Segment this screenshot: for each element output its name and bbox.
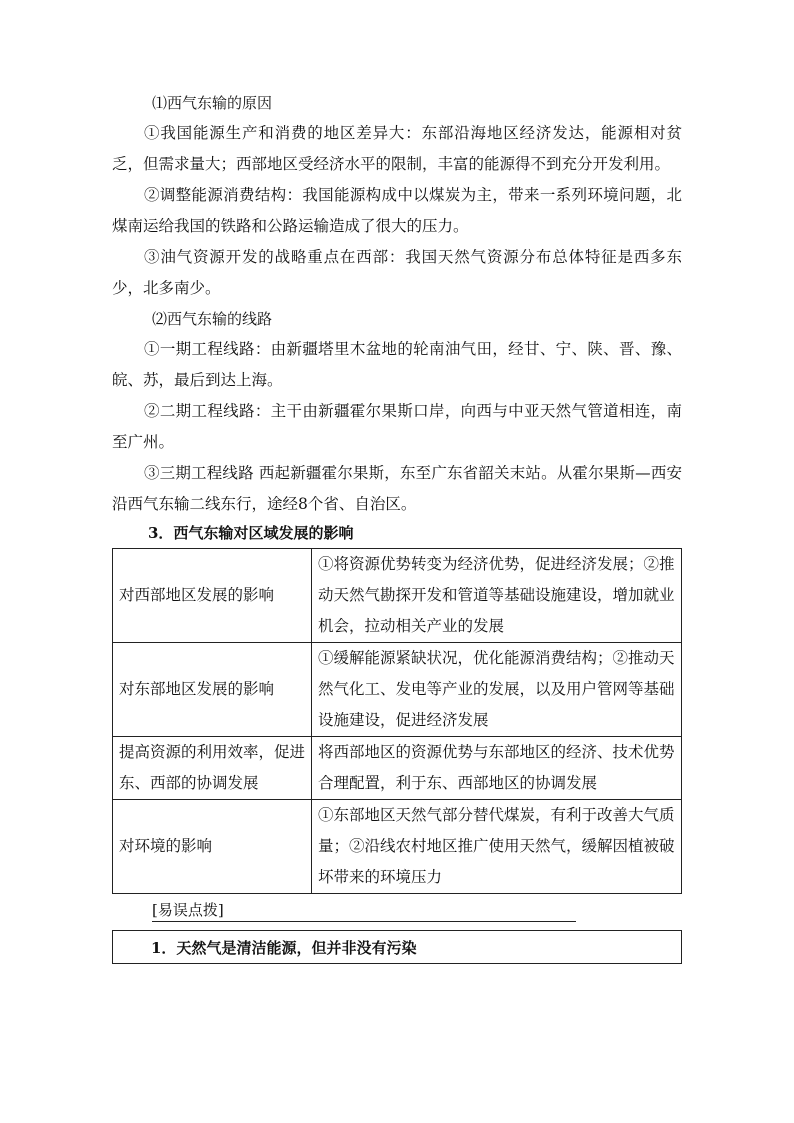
document-page: [112, 92, 682, 964]
row-label: 对东部地区发展的影响: [113, 643, 312, 737]
row-label: 提高资源的利用效率，促进东、西部的协调发展: [113, 737, 312, 800]
tips-heading: [易误点拨]: [152, 900, 576, 922]
impact-table: [112, 548, 682, 894]
section2-heading: ⑵西气东输的线路: [152, 310, 273, 328]
section2-para-1: ①一期工程线路：由新疆塔里木盆地的轮南油气田，经甘、宁、陕、晋、豫、皖、苏，最后到达上海。: [112, 340, 682, 389]
section2-para-3: ③三期工程线路 西起新疆霍尔果斯，东至广东省韶关末站。从霍尔果斯—西安沿西气东输二线东行，途经8个省、自治区。: [112, 464, 682, 513]
tip-item-1: 1．天然气是清洁能源，但并非没有污染: [151, 938, 417, 957]
row-content: ①将资源优势转变为经济优势，促进经济发展；②推动天然气勘探开发和管道等基础设施建设，增加就业机会，拉动相关产业的发展: [312, 549, 682, 643]
section1-para-2: ②调整能源消费结构：我国能源构成中以煤炭为主，带来一系列环境问题，北煤南运给我国的铁路和公路运输造成了很大的压力。: [112, 186, 682, 235]
row-label: 对环境的影响: [113, 800, 312, 894]
row-label: 对西部地区发展的影响: [113, 549, 312, 643]
table-row: [113, 737, 682, 800]
table-row: [113, 549, 682, 643]
section1-heading: ⑴西气东输的原因: [152, 94, 273, 112]
row-content: ①缓解能源紧缺状况，优化能源消费结构；②推动天然气化工、发电等产业的发展，以及用户管网等基础设施建设，促进经济发展: [312, 643, 682, 737]
table-row: [113, 800, 682, 894]
section3-title: 3．西气东输对区域发展的影响: [148, 524, 354, 542]
section1-para-3: ③油气资源开发的战略重点在西部：我国天然气资源分布总体特征是西多东少，北多南少。: [112, 248, 682, 297]
section1-para-1: ①我国能源生产和消费的地区差异大：东部沿海地区经济发达，能源相对贫乏，但需求量大；西部地区受经济水平的限制，丰富的能源得不到充分开发利用。: [112, 124, 682, 173]
row-content: 将西部地区的资源优势与东部地区的经济、技术优势合理配置，利于东、西部地区的协调发展: [312, 737, 682, 800]
table-row: [113, 643, 682, 737]
row-content: ①东部地区天然气部分替代煤炭，有利于改善大气质量；②沿线农村地区推广使用天然气，缓解因植被破坏带来的环境压力: [312, 800, 682, 894]
tip-box: [112, 930, 682, 964]
section2-para-2: ②二期工程线路：主干由新疆霍尔果斯口岸，向西与中亚天然气管道相连，南至广州。: [112, 402, 682, 451]
